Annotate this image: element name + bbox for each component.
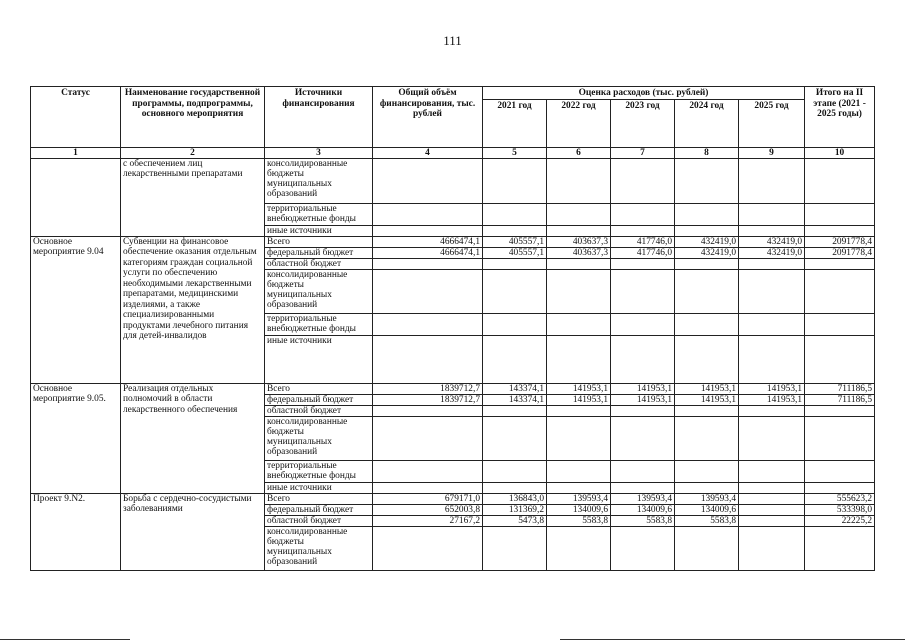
source-cell: федеральный бюджет bbox=[265, 247, 373, 258]
program-cell: с обеспечением лиц лекарственными препаратами bbox=[121, 158, 265, 236]
value-cell-y2025 bbox=[739, 515, 805, 526]
value-cell-total: 4666474,1 bbox=[373, 247, 483, 258]
value-cell-y2023 bbox=[611, 313, 675, 335]
value-cell-y2021 bbox=[483, 526, 547, 570]
source-cell: Всего bbox=[265, 383, 373, 394]
value-cell-y2024: 134009,6 bbox=[675, 504, 739, 515]
program-header: Наименование государственной программы, подпрограммы, основного мероприятия bbox=[121, 87, 265, 148]
value-cell-y2022 bbox=[547, 405, 611, 416]
value-cell-total bbox=[373, 203, 483, 225]
value-cell-total: 652003,8 bbox=[373, 504, 483, 515]
status-header: Статус bbox=[31, 87, 121, 148]
status-cell: Основное мероприятие 9.04 bbox=[31, 236, 121, 383]
value-cell-y2023: 134009,6 bbox=[611, 504, 675, 515]
source-cell: иные источники bbox=[265, 335, 373, 383]
value-cell-y2021: 405557,1 bbox=[483, 247, 547, 258]
value-cell-total: 679171,0 bbox=[373, 493, 483, 504]
status-cell: Проект 9.N2. bbox=[31, 493, 121, 570]
value-cell-y2021 bbox=[483, 313, 547, 335]
program-cell: Субвенции на финансовое обеспечение оказания отдельным категориям граждан социальной услуги по обеспечению необходимыми лекарственными препаратами, медицинскими изделиями, а также специализированными продуктами лечебного питания для детей-инвалидов bbox=[121, 236, 265, 383]
value-cell-total: 4666474,1 bbox=[373, 236, 483, 247]
value-cell-y2022 bbox=[547, 482, 611, 493]
source-cell: консолидированные бюджеты муниципальных образований bbox=[265, 269, 373, 313]
col-number: 9 bbox=[739, 147, 805, 158]
table-row bbox=[31, 493, 875, 504]
value-cell-y2024 bbox=[675, 405, 739, 416]
source-cell: областной бюджет bbox=[265, 515, 373, 526]
value-cell-total: 1839712,7 bbox=[373, 394, 483, 405]
value-cell-y2021 bbox=[483, 158, 547, 203]
value-cell-stage: 2091778,4 bbox=[805, 247, 875, 258]
value-cell-stage: 711186,5 bbox=[805, 394, 875, 405]
value-cell-total bbox=[373, 269, 483, 313]
status-cell bbox=[31, 158, 121, 236]
value-cell-total bbox=[373, 158, 483, 203]
program-cell: Борьба с сердечно-сосудистыми заболеваниями bbox=[121, 493, 265, 570]
col-number: 8 bbox=[675, 147, 739, 158]
value-cell-y2022 bbox=[547, 460, 611, 482]
value-cell-stage bbox=[805, 405, 875, 416]
value-cell-y2024 bbox=[675, 526, 739, 570]
value-cell-y2025 bbox=[739, 269, 805, 313]
value-cell-y2025 bbox=[739, 313, 805, 335]
source-cell: федеральный бюджет bbox=[265, 394, 373, 405]
value-cell-y2022: 403637,3 bbox=[547, 247, 611, 258]
value-cell-y2024 bbox=[675, 158, 739, 203]
value-cell-y2021: 405557,1 bbox=[483, 236, 547, 247]
value-cell-y2024 bbox=[675, 203, 739, 225]
year-2022-header: 2022 год bbox=[547, 99, 611, 147]
year-2024-header: 2024 год bbox=[675, 99, 739, 147]
value-cell-y2025 bbox=[739, 258, 805, 269]
value-cell-stage bbox=[805, 269, 875, 313]
source-cell: Всего bbox=[265, 493, 373, 504]
value-cell-total bbox=[373, 405, 483, 416]
total-header: Общий объём финансирования, тыс. рублей bbox=[373, 87, 483, 148]
value-cell-y2022 bbox=[547, 258, 611, 269]
value-cell-y2025 bbox=[739, 526, 805, 570]
value-cell-y2022 bbox=[547, 313, 611, 335]
value-cell-y2024 bbox=[675, 258, 739, 269]
value-cell-y2024 bbox=[675, 269, 739, 313]
value-cell-y2023 bbox=[611, 416, 675, 460]
value-cell-stage bbox=[805, 335, 875, 383]
value-cell-stage bbox=[805, 225, 875, 236]
estimate-header: Оценка расходов (тыс. рублей) bbox=[483, 87, 805, 100]
source-cell: областной бюджет bbox=[265, 258, 373, 269]
value-cell-y2021 bbox=[483, 460, 547, 482]
value-cell-stage bbox=[805, 258, 875, 269]
value-cell-y2024: 5583,8 bbox=[675, 515, 739, 526]
value-cell-y2023: 141953,1 bbox=[611, 394, 675, 405]
value-cell-y2025 bbox=[739, 482, 805, 493]
value-cell-y2023 bbox=[611, 158, 675, 203]
value-cell-y2021 bbox=[483, 269, 547, 313]
value-cell-y2024: 432419,0 bbox=[675, 236, 739, 247]
value-cell-y2021 bbox=[483, 258, 547, 269]
value-cell-y2024 bbox=[675, 416, 739, 460]
value-cell-stage bbox=[805, 416, 875, 460]
stage-total-header: Итого на II этапе (2021 - 2025 годы) bbox=[805, 87, 875, 148]
value-cell-y2023 bbox=[611, 225, 675, 236]
value-cell-y2025 bbox=[739, 158, 805, 203]
source-cell: консолидированные бюджеты муниципальных образований bbox=[265, 416, 373, 460]
value-cell-y2021: 143374,1 bbox=[483, 383, 547, 394]
value-cell-total bbox=[373, 460, 483, 482]
value-cell-y2022 bbox=[547, 335, 611, 383]
table-row bbox=[31, 158, 875, 203]
value-cell-total: 1839712,7 bbox=[373, 383, 483, 394]
expenditure-table bbox=[30, 86, 875, 571]
value-cell-y2023 bbox=[611, 258, 675, 269]
value-cell-total bbox=[373, 335, 483, 383]
table-row bbox=[31, 236, 875, 247]
value-cell-y2025 bbox=[739, 416, 805, 460]
value-cell-y2022: 141953,1 bbox=[547, 383, 611, 394]
value-cell-y2025 bbox=[739, 460, 805, 482]
value-cell-total bbox=[373, 313, 483, 335]
value-cell-total bbox=[373, 258, 483, 269]
value-cell-y2022 bbox=[547, 416, 611, 460]
value-cell-y2025: 141953,1 bbox=[739, 394, 805, 405]
value-cell-y2022: 134009,6 bbox=[547, 504, 611, 515]
col-number: 1 bbox=[31, 147, 121, 158]
value-cell-y2024: 141953,1 bbox=[675, 383, 739, 394]
value-cell-y2021 bbox=[483, 335, 547, 383]
source-cell: территориальные внебюджетные фонды bbox=[265, 313, 373, 335]
source-cell: иные источники bbox=[265, 225, 373, 236]
value-cell-y2025 bbox=[739, 225, 805, 236]
header-row bbox=[31, 87, 875, 100]
value-cell-y2022 bbox=[547, 158, 611, 203]
value-cell-total: 27167,2 bbox=[373, 515, 483, 526]
value-cell-total bbox=[373, 526, 483, 570]
col-number: 3 bbox=[265, 147, 373, 158]
value-cell-y2023 bbox=[611, 203, 675, 225]
value-cell-y2023: 5583,8 bbox=[611, 515, 675, 526]
value-cell-y2023 bbox=[611, 335, 675, 383]
value-cell-y2025 bbox=[739, 335, 805, 383]
year-2023-header: 2023 год bbox=[611, 99, 675, 147]
value-cell-y2025 bbox=[739, 504, 805, 515]
value-cell-y2021: 131369,2 bbox=[483, 504, 547, 515]
value-cell-y2022 bbox=[547, 526, 611, 570]
value-cell-total bbox=[373, 225, 483, 236]
value-cell-stage bbox=[805, 158, 875, 203]
value-cell-y2023: 417746,0 bbox=[611, 236, 675, 247]
value-cell-y2025 bbox=[739, 493, 805, 504]
value-cell-y2023: 141953,1 bbox=[611, 383, 675, 394]
value-cell-y2024 bbox=[675, 460, 739, 482]
value-cell-y2024 bbox=[675, 225, 739, 236]
value-cell-y2021: 136843,0 bbox=[483, 493, 547, 504]
value-cell-y2025: 432419,0 bbox=[739, 236, 805, 247]
value-cell-y2021 bbox=[483, 405, 547, 416]
value-cell-stage bbox=[805, 460, 875, 482]
col-number: 6 bbox=[547, 147, 611, 158]
value-cell-y2024 bbox=[675, 335, 739, 383]
col-number: 5 bbox=[483, 147, 547, 158]
value-cell-y2024 bbox=[675, 482, 739, 493]
column-number-row bbox=[31, 147, 875, 158]
source-cell: Всего bbox=[265, 236, 373, 247]
value-cell-y2022 bbox=[547, 225, 611, 236]
year-2021-header: 2021 год bbox=[483, 99, 547, 147]
value-cell-y2021: 5473,8 bbox=[483, 515, 547, 526]
value-cell-y2024: 141953,1 bbox=[675, 394, 739, 405]
value-cell-total bbox=[373, 482, 483, 493]
value-cell-y2023 bbox=[611, 405, 675, 416]
source-cell: консолидированные бюджеты муниципальных образований bbox=[265, 158, 373, 203]
value-cell-stage: 533398,0 bbox=[805, 504, 875, 515]
program-cell: Реализация отдельных полномочий в области лекарственного обеспечения bbox=[121, 383, 265, 493]
page-number: 111 bbox=[443, 33, 462, 48]
value-cell-y2025: 432419,0 bbox=[739, 247, 805, 258]
value-cell-total bbox=[373, 416, 483, 460]
value-cell-y2022: 5583,8 bbox=[547, 515, 611, 526]
source-cell: федеральный бюджет bbox=[265, 504, 373, 515]
value-cell-y2022: 141953,1 bbox=[547, 394, 611, 405]
value-cell-y2024: 432419,0 bbox=[675, 247, 739, 258]
value-cell-y2021 bbox=[483, 416, 547, 460]
value-cell-y2021 bbox=[483, 482, 547, 493]
value-cell-y2023 bbox=[611, 460, 675, 482]
value-cell-stage: 2091778,4 bbox=[805, 236, 875, 247]
source-cell: территориальные внебюджетные фонды bbox=[265, 460, 373, 482]
value-cell-stage bbox=[805, 482, 875, 493]
value-cell-y2021 bbox=[483, 225, 547, 236]
source-cell: консолидированные бюджеты муниципальных образований bbox=[265, 526, 373, 570]
value-cell-y2023: 139593,4 bbox=[611, 493, 675, 504]
year-2025-header: 2025 год bbox=[739, 99, 805, 147]
value-cell-stage: 22225,2 bbox=[805, 515, 875, 526]
value-cell-y2021 bbox=[483, 203, 547, 225]
value-cell-stage bbox=[805, 203, 875, 225]
source-cell: территориальные внебюджетные фонды bbox=[265, 203, 373, 225]
col-number: 10 bbox=[805, 147, 875, 158]
col-number: 7 bbox=[611, 147, 675, 158]
sources-header: Источники финансирования bbox=[265, 87, 373, 148]
source-cell: иные источники bbox=[265, 482, 373, 493]
status-cell: Основное мероприятие 9.05. bbox=[31, 383, 121, 493]
value-cell-y2022 bbox=[547, 203, 611, 225]
value-cell-y2024 bbox=[675, 313, 739, 335]
value-cell-y2025: 141953,1 bbox=[739, 383, 805, 394]
col-number: 2 bbox=[121, 147, 265, 158]
value-cell-y2023 bbox=[611, 526, 675, 570]
value-cell-stage bbox=[805, 313, 875, 335]
value-cell-stage bbox=[805, 526, 875, 570]
source-cell: областной бюджет bbox=[265, 405, 373, 416]
value-cell-y2022: 139593,4 bbox=[547, 493, 611, 504]
value-cell-stage: 555623,2 bbox=[805, 493, 875, 504]
col-number: 4 bbox=[373, 147, 483, 158]
value-cell-y2022 bbox=[547, 269, 611, 313]
value-cell-y2024: 139593,4 bbox=[675, 493, 739, 504]
value-cell-y2023: 417746,0 bbox=[611, 247, 675, 258]
value-cell-y2023 bbox=[611, 482, 675, 493]
value-cell-y2025 bbox=[739, 203, 805, 225]
value-cell-y2025 bbox=[739, 405, 805, 416]
value-cell-y2021: 143374,1 bbox=[483, 394, 547, 405]
value-cell-stage: 711186,5 bbox=[805, 383, 875, 394]
value-cell-y2023 bbox=[611, 269, 675, 313]
value-cell-y2022: 403637,3 bbox=[547, 236, 611, 247]
table-row bbox=[31, 383, 875, 394]
